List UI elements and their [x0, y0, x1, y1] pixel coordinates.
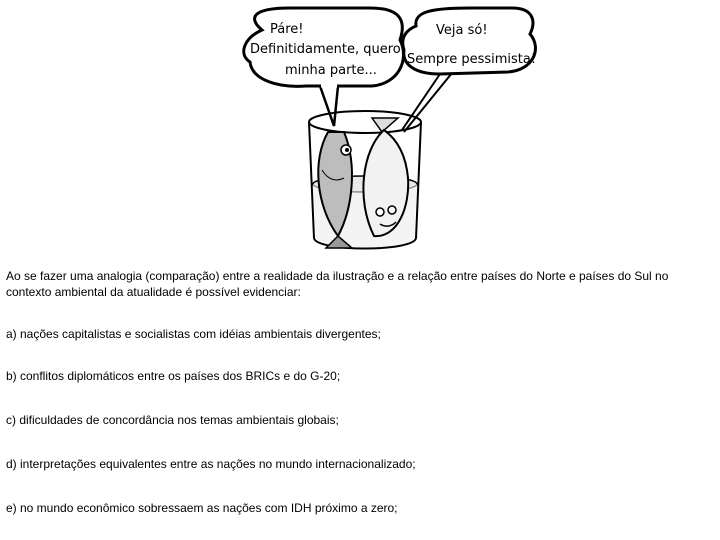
option-e[interactable]: e) no mundo econômico sobressaem as nações com IDH próximo a zero;: [6, 501, 398, 515]
option-b[interactable]: b) conflitos diplomáticos entre os países dos BRICs e do G-20;: [6, 369, 341, 383]
left-bubble-line-1: Páre!: [270, 22, 304, 37]
left-speech-bubble: [244, 8, 404, 126]
question-stem: Ao se fazer uma analogia (comparação) entre a realidade da ilustração e a relação entre países do Norte e países do Sul no contexto ambiental da atualidade é possível evidenciar:: [6, 269, 669, 299]
right-bubble-line-2: Sempre pessimista!: [407, 52, 537, 67]
cartoon-illustration: [0, 0, 720, 262]
option-a[interactable]: a) nações capitalistas e socialistas com idéias ambientais divergentes;: [6, 327, 381, 341]
left-bubble-line-2: Definitidamente, quero: [250, 42, 401, 57]
right-speech-bubble: [402, 8, 536, 132]
left-bubble-line-3: minha parte...: [285, 63, 377, 78]
right-fish-icon: [363, 118, 408, 236]
right-bubble-line-1: Veja só!: [436, 23, 488, 38]
option-c[interactable]: c) dificuldades de concordância nos temas ambientais globais;: [6, 413, 339, 427]
option-d[interactable]: d) interpretações equivalentes entre as nações no mundo internacionalizado;: [6, 457, 416, 471]
